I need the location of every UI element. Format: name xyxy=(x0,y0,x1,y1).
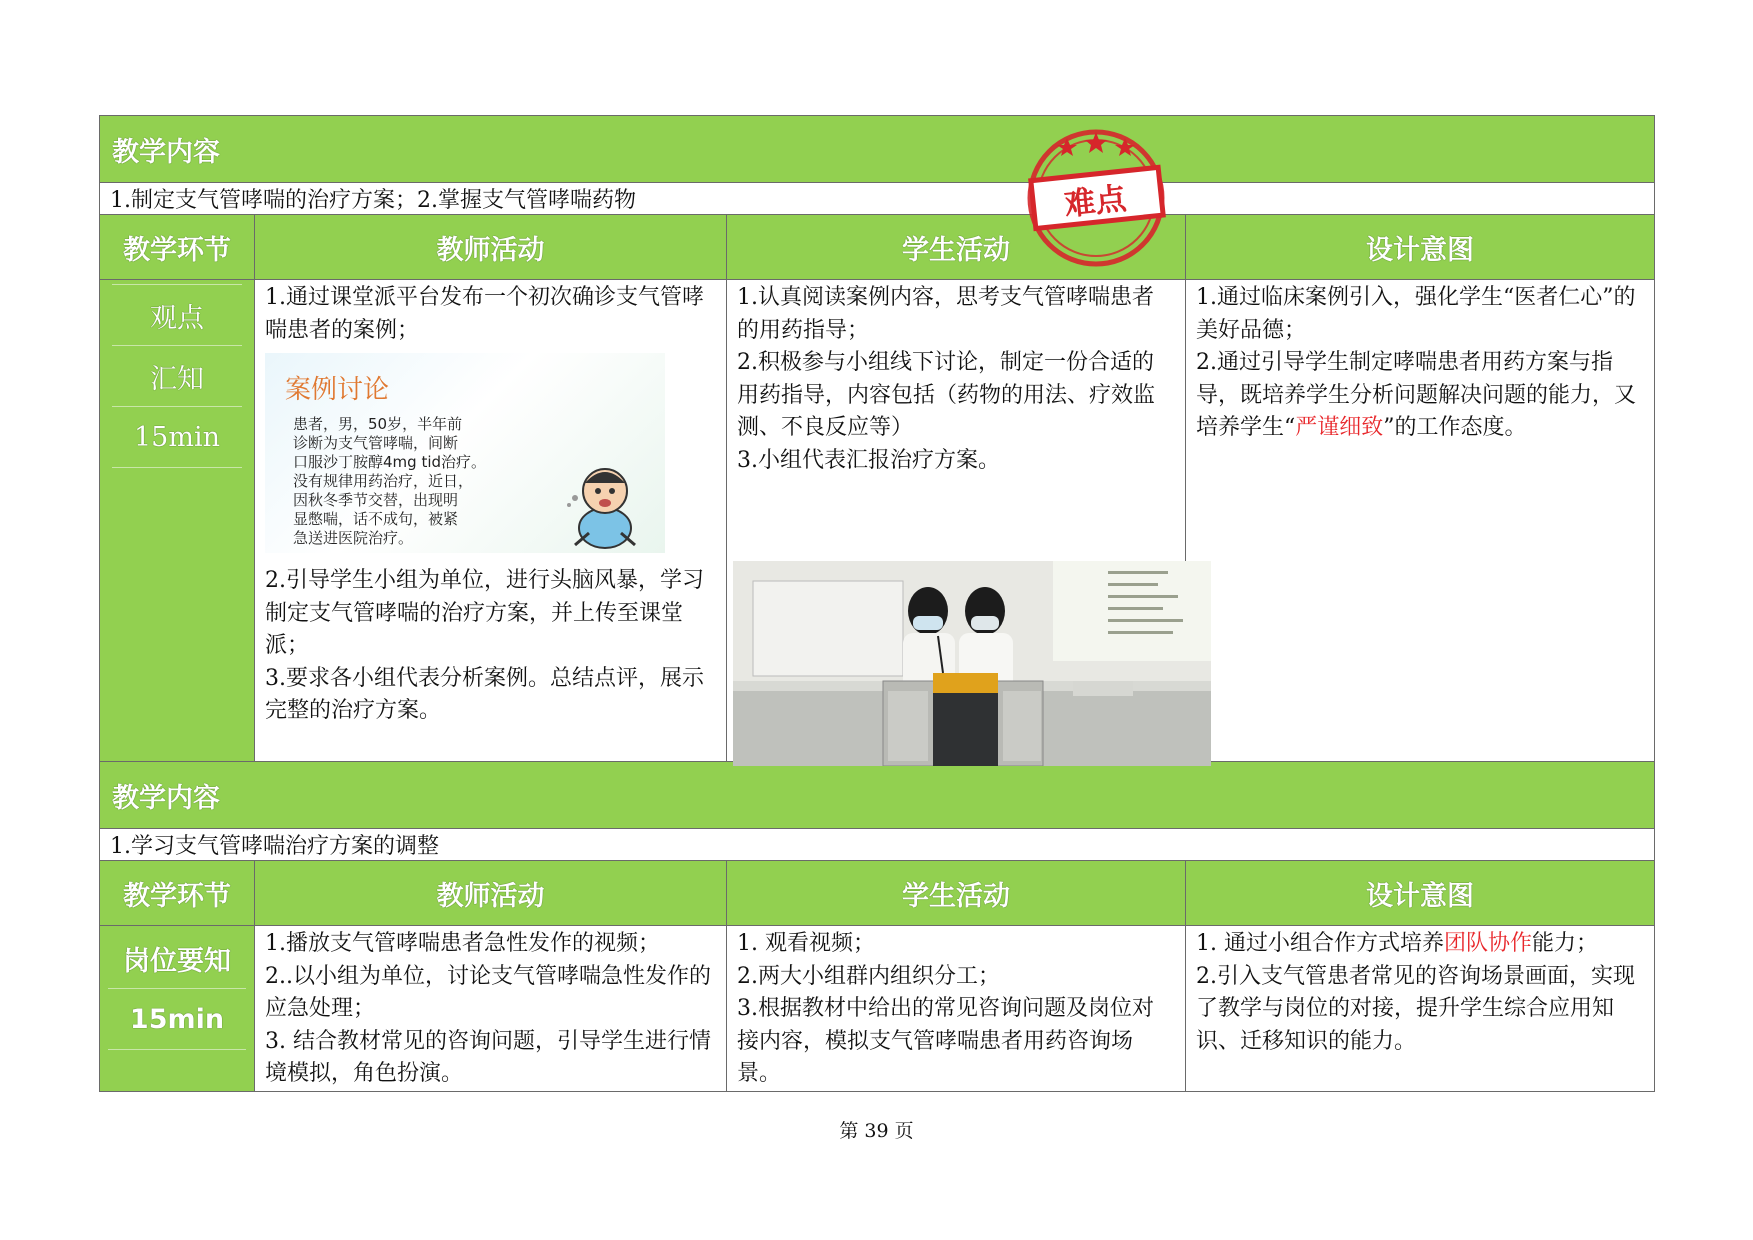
teacher-step: 3. 结合教材常见的咨询问题，引导学生进行情境模拟，角色扮演。 xyxy=(265,1028,711,1086)
student-step: 2.积极参与小组线下讨论，制定一份合适的用药指导，内容包括（药物的用法、疗效监测、不良反应等） xyxy=(737,350,1156,440)
section-content: 1.制定支气管哮喘的治疗方案；2.掌握支气管哮喘药物 xyxy=(100,183,1655,215)
header-student: 学生活动 xyxy=(727,861,1186,926)
stamp-label: 难点 xyxy=(1062,180,1129,224)
teacher-step: 1.通过课堂派平台发布一个初次确诊支气管哮喘患者的案例； xyxy=(265,285,704,343)
highlight-text: 团队协作 xyxy=(1443,931,1532,956)
student-step: 3.小组代表汇报治疗方案。 xyxy=(737,447,1000,473)
stage-cell xyxy=(100,280,255,762)
teacher-step: 2.引导学生小组为单位，进行头脑风暴，学习制定支气管哮喘的治疗方案，并上传至课堂派； xyxy=(265,568,704,658)
design-point: 2.引入支气管患者常见的咨询场景画面，实现了教学与岗位的对接，提升学生综合应用知识、迁移知识的能力。 xyxy=(1196,963,1635,1054)
header-design: 设计意图 xyxy=(1186,861,1655,926)
design-point: 2.通过引导学生制定哮喘患者用药方案与指导，既培养学生分析问题解决问题的能力，又培养学生“严谨细致”的工作态度。 xyxy=(1196,350,1637,440)
header-teacher: 教师活动 xyxy=(255,215,727,280)
design-intent-cell xyxy=(1186,280,1655,762)
stage-label: 观点 xyxy=(112,284,242,346)
stage-duration: 15min xyxy=(112,407,242,468)
student-presentation-photo xyxy=(733,561,1211,766)
teacher-step: 2..以小组为单位，讨论支气管哮喘急性发作的应急处理； xyxy=(265,963,711,1021)
highlight-text: 严谨细致 xyxy=(1295,415,1384,440)
stage-label: 汇知 xyxy=(112,346,242,407)
stage-cell xyxy=(100,926,255,1092)
stage-duration: 15min xyxy=(108,989,246,1050)
design-point: 1. 通过小组合作方式培养团队协作能力； xyxy=(1196,931,1599,956)
student-step: 2.两大小组群内组织分工； xyxy=(737,963,1000,989)
header-stage: 教学环节 xyxy=(100,215,255,280)
student-activity-cell xyxy=(727,926,1186,1092)
section-title: 教学内容 xyxy=(100,116,1655,183)
student-step: 3.根据教材中给出的常见咨询问题及岗位对接内容，模拟支气管哮喘患者用药咨询场景。 xyxy=(737,996,1154,1086)
teacher-activity-cell xyxy=(255,280,727,762)
section-title: 教学内容 xyxy=(100,762,1655,829)
teacher-step: 3.要求各小组代表分析案例。总结点评，展示完整的治疗方案。 xyxy=(265,665,704,723)
teacher-step: 1.播放支气管哮喘患者急性发作的视频； xyxy=(265,931,660,956)
design-point: 1.通过临床案例引入，强化学生“医者仁心”的美好品德； xyxy=(1196,285,1636,343)
student-step: 1.认真阅读案例内容，思考支气管哮喘患者的用药指导； xyxy=(737,285,1154,343)
header-student: 学生活动 xyxy=(727,215,1186,280)
coughing-patient-illustration xyxy=(555,453,655,553)
header-teacher: 教师活动 xyxy=(255,861,727,926)
case-image-title: 案例讨论 xyxy=(285,375,390,405)
header-stage: 教学环节 xyxy=(100,861,255,926)
teacher-activity-cell xyxy=(255,926,727,1092)
header-design: 设计意图 xyxy=(1186,215,1655,280)
design-intent-cell xyxy=(1186,926,1655,1092)
section-content: 1.学习支气管哮喘治疗方案的调整 xyxy=(100,829,1655,861)
stage-label: 岗位要知 xyxy=(108,928,246,989)
case-discussion-image xyxy=(265,353,665,553)
page-footer: 第 39 页 xyxy=(839,1120,914,1142)
case-image-text: 患者，男，50岁，半年前 诊断为支气管哮喘，间断 口服沙丁胺醇4mg tid治疗。 没有规律用药治疗，近日， 因秋冬季节交替，出现明 显憋喘，话不成句，被紧 急送进医院治疗。 xyxy=(293,415,487,547)
student-step: 1. 观看视频； xyxy=(737,931,875,956)
